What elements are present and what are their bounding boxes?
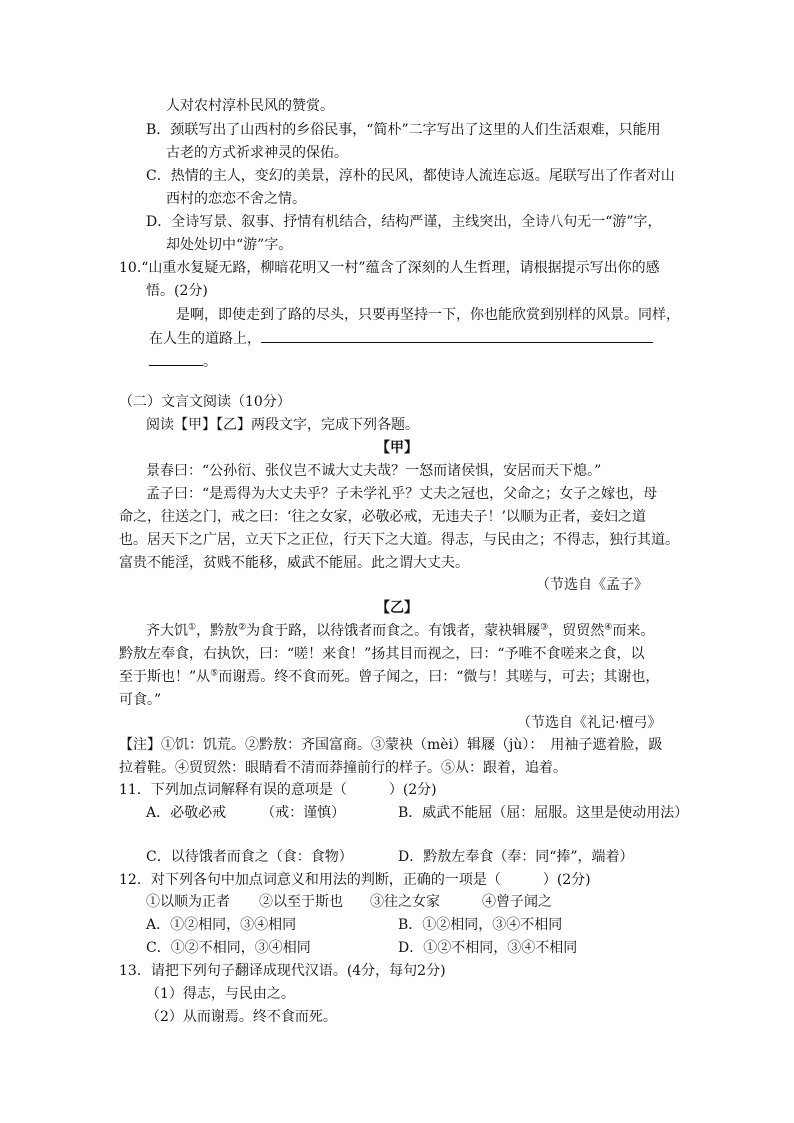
yi-line-2: 黔敖左奉食，右执饮，曰：“嗟！来食！”扬其目而视之，曰：“予唯不食嗟来之食，以 xyxy=(119,646,645,662)
footnote-marker: ④ xyxy=(604,622,613,633)
q11-option-a[interactable]: A．必敬必戒 （戒：谨慎） xyxy=(146,805,346,821)
q10-prompt: 是啊，即使走到了路的尽头，只要再坚持一下，你也能欣赏到别样的风景。同样， xyxy=(176,307,680,323)
q12-sentence-4: ④曾子闻之 xyxy=(482,894,552,910)
notes-line-2: 拉着鞋。④贸贸然：眼睛看不清而莽撞前行的样子。⑤从：跟着，追着。 xyxy=(119,760,567,776)
yi-heading: 【乙】 xyxy=(376,600,418,616)
q9-option-d-continuation: 却处处切中“游”字。 xyxy=(166,237,293,253)
q13-stem: 13．请把下列句子翻译成现代汉语。(4分，每句2分) xyxy=(119,963,446,979)
jia-paragraph-1: 景春曰：“公孙衍、张仪岂不诚大丈夫哉？一怒而诸侯惧，安居而天下熄。” xyxy=(146,463,602,479)
footnote-marker: ③ xyxy=(540,622,549,633)
q11-option-b[interactable]: B．威武不能屈（屈：屈服。这里是使动用法） xyxy=(398,805,689,821)
q13-sentence-1: （1）得志，与民由之。 xyxy=(146,986,295,1002)
yi-text: 齐大饥 xyxy=(146,623,188,639)
q9-option-b-continuation: 古老的方式祈求神灵的保佑。 xyxy=(166,145,348,161)
q10-answer-blank[interactable] xyxy=(261,328,653,343)
q10-prompt-text: 在人生的道路上， xyxy=(149,331,261,347)
yi-text: ，黔敖 xyxy=(196,623,239,639)
q13-sentence-2: （2）从而谢焉。终不食而死。 xyxy=(146,1009,337,1025)
q10-answer-line-2 xyxy=(149,351,217,372)
q9-option-d: D．全诗写景、叙事、抒情有机结合，结构严谨，主线突出，全诗八句无一“游”字， xyxy=(146,214,662,230)
q10-stem: 10.“山重水复疑无路，柳暗花明又一村”蕴含了深刻的人生哲理，请根据提示写出你的感 xyxy=(119,260,660,276)
jia-heading: 【甲】 xyxy=(376,440,418,456)
section-2-instruction: 阅读【甲】【乙】两段文字，完成下列各题。 xyxy=(146,417,419,433)
yi-text: 而来。 xyxy=(612,623,655,639)
jia-source: （节选自《孟子》 xyxy=(536,577,648,593)
q12-option-c[interactable]: C．①②不相同，③④相同 xyxy=(146,940,311,956)
section-2-title: （二）文言文阅读（10分） xyxy=(119,394,291,410)
q9-option-b: B．颈联写出了山西村的乡俗民事，“简朴”二字写出了这里的人们生活艰难，只能用 xyxy=(146,122,661,138)
q12-sentence-3: ③往之女家 xyxy=(370,894,440,910)
footnote-marker: ② xyxy=(238,622,247,633)
q12-option-d[interactable]: D．①②不相同，③④不相同 xyxy=(398,940,578,956)
q10-end-mark: 。 xyxy=(203,354,217,370)
q12-option-b[interactable]: B．①②相同，③④不相同 xyxy=(398,917,563,933)
q12-stem: 12．对下列各句中加点词意义和用法的判断，正确的一项是（ ）(2分) xyxy=(119,872,591,888)
q11-stem: 11．下列加点词解释有误的意项是（ ）(2分) xyxy=(119,782,437,798)
q9-option-a-continuation: 人对农村淳朴民风的赞赏。 xyxy=(166,98,334,114)
footnote-marker: ⑤ xyxy=(210,668,219,679)
q10-stem-continuation: 悟。(2分) xyxy=(146,283,208,299)
jia-paragraph-2-line-1: 孟子曰：“是焉得为大丈夫乎？子未学礼乎？丈夫之冠也，父命之；女子之嫁也，母 xyxy=(146,486,658,502)
jia-paragraph-2-line-3: 也。居天下之广居，立天下之正位，行天下之大道。得志，与民由之；不得志，独行其道。 xyxy=(119,532,679,548)
q12-sentence-2: ②以至于斯也 xyxy=(259,894,343,910)
jia-paragraph-2-line-4: 富贵不能淫，贫贱不能移，威武不能屈。此之谓大丈夫。 xyxy=(119,555,469,571)
notes-line-1: 【注】①饥：饥荒。②黔敖：齐国富商。③蒙袂（mèi）辑屦（jù）： 用袖子遮着脸，趿 xyxy=(119,737,663,753)
yi-text: 至于斯也！”从 xyxy=(119,669,211,685)
yi-line-1 xyxy=(146,621,654,641)
q9-option-c-continuation: 西村的恋恋不舍之情。 xyxy=(166,191,306,207)
yi-source: （节选自《礼记·檀弓》 xyxy=(517,715,662,731)
q10-prompt-continuation xyxy=(149,328,653,349)
q12-option-a[interactable]: A．①②相同，③④相同 xyxy=(146,917,297,933)
yi-text: 而谢焉。终不食而死。曾子闻之，曰：“微与！其嗟与，可去；其谢也， xyxy=(218,669,660,685)
q11-option-d[interactable]: D．黔敖左奉食（奉：同“捧”，端着） xyxy=(398,849,634,865)
yi-line-3 xyxy=(119,667,659,687)
q12-sentence-1: ①以顺为正者 xyxy=(146,894,230,910)
q9-option-c: C．热情的主人，变幻的美景，淳朴的民风，都使诗人流连忘返。尾联写出了作者对山 xyxy=(146,168,675,184)
footnote-marker: ① xyxy=(188,622,197,633)
yi-line-4: 可食。” xyxy=(119,692,162,708)
q10-answer-blank-2[interactable] xyxy=(149,351,203,366)
jia-paragraph-2-line-2: 命之，往送之门，戒之曰：‘往之女家，必敬必戒，无违夫子！’以顺为正者，妾妇之道 xyxy=(119,509,646,525)
yi-text: 为食于路，以待饿者而食之。有饿者，蒙袂辑屦 xyxy=(246,623,541,639)
q11-option-c[interactable]: C．以待饿者而食之（食：食物） xyxy=(146,849,353,865)
yi-text: ，贸贸然 xyxy=(548,623,605,639)
